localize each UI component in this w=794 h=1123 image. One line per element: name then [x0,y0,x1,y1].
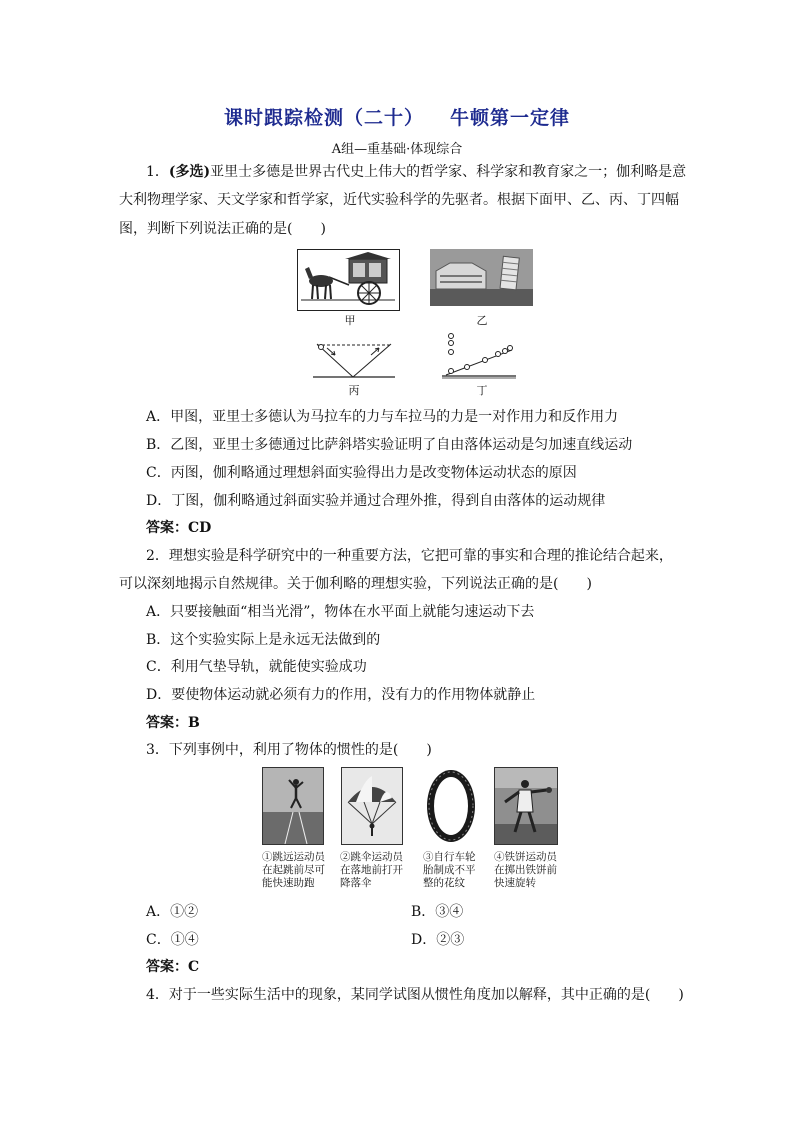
q1-option-b: B．乙图，亚里士多德通过比萨斜塔实验证明了自由落体运动是匀加速直线运动 [146,437,633,453]
q1-option-d: D．丁图，伽利略通过斜面实验并通过合理外推，得到自由落体的运动规律 [146,493,606,509]
photo-long-jump [262,767,324,845]
q2-answer: 答案：B [146,715,200,731]
figure-label-jia: 甲 [344,314,356,327]
page-title: 课时跟踪检测（二十） 牛顿第一定律 [223,107,571,129]
photo-caption-1: ①跳远运动员 在起跳前尽可 能快速助跑 [262,851,325,889]
photo-bicycle-tire [420,767,482,845]
q3-option-a: A．①② [146,904,199,920]
q1-line-1: 1．(多选)亚里士多德是世界古代史上伟大的哲学家、科学家和教育家之一；伽利略是意 [146,164,687,180]
q3-answer: 答案：C [146,959,200,975]
q3-option-d: D．②③ [411,932,465,948]
photo-parachute [341,767,403,845]
q1-line-3: 图，判断下列说法正确的是( ) [119,221,326,237]
group-heading: A组—重基础·体现综合 [331,142,463,157]
q2-option-a: A．只要接触面“相当光滑”，物体在水平面上就能匀速运动下去 [146,604,535,620]
figure-label-yi: 乙 [476,314,488,327]
q2-line-2: 可以深刻地揭示自然规律。关于伽利略的理想实验，下列说法正确的是( ) [119,576,592,592]
q1-line-2: 大利物理学家、天文学家和哲学家，近代实验科学的先驱者。根据下面甲、乙、丙、丁四幅 [119,192,679,208]
q1-option-c: C．丙图，伽利略通过理想斜面实验得出力是改变物体运动状态的原因 [146,465,577,481]
photo-caption-4: ④铁饼运动员 在掷出铁饼前 快速旋转 [494,851,557,889]
q3-line-1: 3．下列事例中，利用了物体的惯性的是( ) [146,742,432,758]
q3-option-b: B．③④ [411,904,464,920]
q1-answer: 答案：CD [146,520,212,536]
figure-yi-pisa-tower [430,249,533,306]
q4-line-1: 4．对于一些实际生活中的现象，某同学试图从惯性角度加以解释，其中正确的是( ) [146,987,684,1003]
q1-option-a: A．甲图，亚里士多德认为马拉车的力与车拉马的力是一对作用力和反作用力 [146,409,619,425]
q2-option-b: B．这个实验实际上是永远无法做到的 [146,632,381,648]
figure-jia-horse-carriage [297,249,400,311]
photo-caption-2: ②跳伞运动员 在落地前打开 降落伞 [340,851,403,889]
photo-caption-3: ③自行车轮 胎制成不平 整的花纹 [423,851,476,889]
q3-option-c: C．①④ [146,932,199,948]
figure-bing-inclined-planes [309,336,399,380]
figure-label-ding: 丁 [476,384,488,397]
q2-line-1: 2．理想实验是科学研究中的一种重要方法，它把可靠的事实和合理的推论结合起来， [146,548,673,564]
q2-option-c: C．利用气垫导轨，就能使实验成功 [146,659,367,675]
figure-label-bing: 丙 [348,384,360,397]
figure-ding-falling-balls [440,331,520,381]
q2-option-d: D．要使物体运动就必须有力的作用，没有力的作用物体就静止 [146,687,536,703]
photo-discus-thrower [494,767,558,845]
